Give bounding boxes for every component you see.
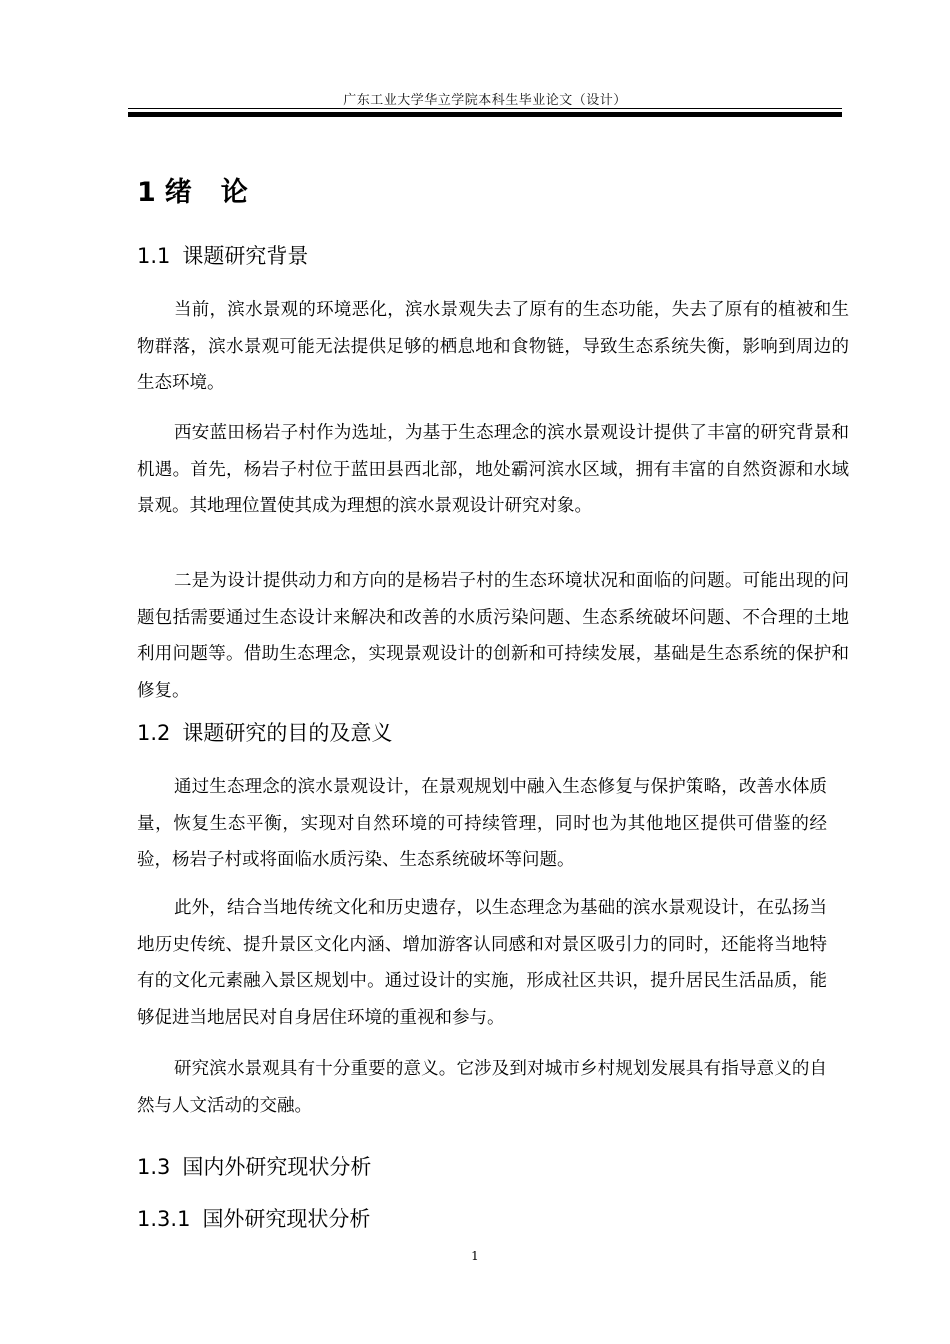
section-number: 1.3.1 — [137, 1207, 191, 1231]
paragraph-2: 西安蓝田杨岩子村作为选址，为基于生态理念的滨水景观设计提供了丰富的研究背景和机遇。首先，杨岩子村位于蓝田县西北部，地处霸河滨水区域，拥有丰富的自然资源和水域景观。其地理位置使其成为理想的滨水景观设计研究对象。 — [137, 423, 849, 516]
chapter-title-char2: 论 — [220, 177, 249, 208]
section-heading-1-3 — [137, 1151, 371, 1181]
chapter-number: 1 — [137, 177, 157, 208]
section-title: 国内外研究现状分析 — [182, 1155, 372, 1179]
header-rule-thin — [128, 108, 842, 109]
section-title: 课题研究的目的及意义 — [182, 721, 393, 745]
section-title: 课题研究背景 — [182, 244, 309, 268]
running-header: 广东工业大学华立学院本科生毕业论文（设计） — [343, 93, 627, 108]
paragraph-6: 研究滨水景观具有十分重要的意义。它涉及到对城市乡村规划发展具有指导意义的自然与人文活动的交融。 — [137, 1059, 827, 1116]
chapter-title — [137, 170, 249, 209]
section-title: 国外研究现状分析 — [202, 1207, 371, 1231]
section-number: 1.3 — [137, 1155, 171, 1179]
paragraph-1: 当前，滨水景观的环境恶化，滨水景观失去了原有的生态功能，失去了原有的植被和生物群落，滨水景观可能无法提供足够的栖息地和食物链，导致生态系统失衡，影响到周边的生态环境。 — [137, 300, 849, 393]
paragraph-4: 通过生态理念的滨水景观设计，在景观规划中融入生态修复与保护策略，改善水体质量，恢复生态平衡，实现对自然环境的可持续管理，同时也为其他地区提供可借鉴的经验，杨岩子村或将面临水质污染、生态系统破坏等问题。 — [137, 777, 827, 870]
section-heading-1-2 — [137, 717, 392, 747]
page-number: 1 — [471, 1249, 479, 1263]
paragraph-5: 此外，结合当地传统文化和历史遗存，以生态理念为基础的滨水景观设计，在弘扬当地历史传统、提升景区文化内涵、增加游客认同感和对景区吸引力的同时，还能将当地特有的文化元素融入景区规划中。通过设计的实施，形成社区共识，提升居民生活品质，能够促进当地居民对自身居住环境的重视和参与。 — [137, 898, 827, 1028]
section-number: 1.2 — [137, 721, 171, 745]
section-number: 1.1 — [137, 244, 171, 268]
paragraph-3: 二是为设计提供动力和方向的是杨岩子村的生态环境状况和面临的问题。可能出现的问题包括需要通过生态设计来解决和改善的水质污染问题、生态系统破坏问题、不合理的土地利用问题等。借助生态理念，实现景观设计的创新和可持续发展，基础是生态系统的保护和修复。 — [137, 571, 849, 701]
section-heading-1-1 — [137, 240, 308, 270]
header-rule-thick — [128, 112, 842, 117]
chapter-title-char1: 绪 — [164, 177, 193, 208]
section-heading-1-3-1 — [137, 1203, 370, 1233]
